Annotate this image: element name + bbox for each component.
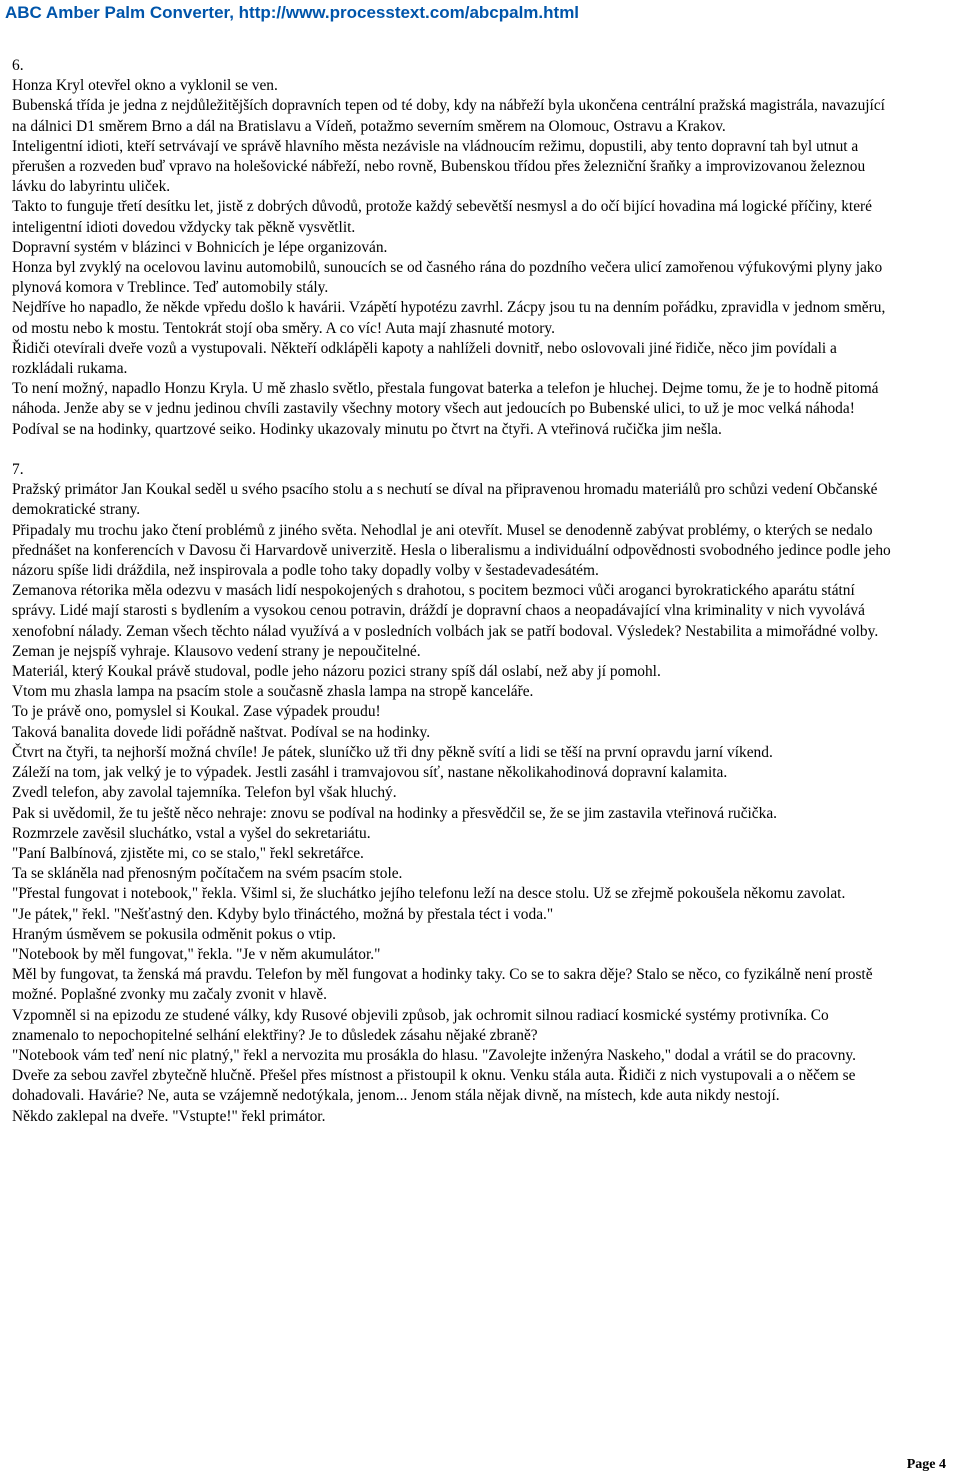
paragraph: "Přestal fungovat i notebook," řekla. Všiml si, že sluchátko jejího telefonu leží na desce stolu. Už se zřejmě pokoušela někomu zavolat. xyxy=(12,885,846,903)
converter-header-title: ABC Amber Palm Converter, http://www.processtext.com/abcpalm.html xyxy=(5,3,580,22)
paragraph: Ta se skláněla nad přenosným počítačem na svém psacím stole. xyxy=(12,865,403,883)
paragraph: Nejdříve ho napadlo, že někde vpředu došlo k havárii. Vzápětí hypotézu zavrhl. Zácpy jsou tu na denním pořádku, zpravidla v jednom směru, od mostu nebo k mostu. Tentokrát stojí oba směry. A co víc! Auta mají zhasnuté motory. xyxy=(12,299,886,337)
paragraph: Vzpomněl si na epizodu ze studené války, kdy Rusové objevili způsob, jak ochromit silnou radiací kosmické systémy protivníka. Co znamenalo to nepochopitelné selhání elektřiny? Je to důsledek zásahu nějaké zbraně? xyxy=(12,1006,829,1044)
paragraph: Měl by fungovat, ta ženská má pravdu. Telefon by měl fungovat a hodinky taky. Co se to sakra děje? Stalo se něco, co fyzikálně není prostě možné. Poplašné zvonky mu začaly zvonit v hlavě. xyxy=(12,966,873,1004)
paragraph: "Notebook by měl fungovat," řekla. "Je v něm akumulátor." xyxy=(12,945,381,963)
paragraph: Čtvrt na čtyři, ta nejhorší možná chvíle! Je pátek, sluníčko už tři dny pěkně svítí a lidi se těší na první opravdu jarní víkend. xyxy=(12,743,773,761)
paragraph: Dopravní systém v blázinci v Bohnicích je lépe organizován. xyxy=(12,238,388,256)
section-number: 7. xyxy=(12,461,24,479)
paragraph: Inteligentní idioti, kteří setrvávají ve správě hlavního města nezávisle na vládnoucím režimu, dopustili, aby tento dopravní tah byl utnut a přerušen a rozveden buď vpravo na holešovické nábřeží, nebo rovně, Bubenskou třídou přes železniční šraňky a improvizovanou železnou lávku do labyrintu uliček. xyxy=(12,137,866,196)
page-number: Page 4 xyxy=(906,1457,946,1472)
paragraph: Materiál, který Koukal právě studoval, podle jeho názoru pozici strany spíš dál oslabí, než aby jí pomohl. xyxy=(12,663,661,681)
paragraph: Takto to funguje třetí desítku let, jistě z dobrých důvodů, protože každý sebevětší nesmysl a do očí bijící hovadina má logické příčiny, které inteligentní idioti dovedou vždycky tak pěkně vysvětlit. xyxy=(12,198,872,236)
paragraph: Zvedl telefon, aby zavolal tajemníka. Telefon byl však hluchý. xyxy=(12,784,397,802)
paragraph: "Notebook vám teď není nic platný," řekl a nervozita mu prosákla do hlasu. "Zavolejte inženýra Naskeho," dodal a vrátil se do pracovny. xyxy=(12,1046,856,1064)
paragraph: Pražský primátor Jan Koukal seděl u svého psacího stolu a s nechutí se díval na připravenou hromadu materiálů pro schůzi vedení Občanské demokratické strany. xyxy=(12,481,878,519)
paragraph: Taková banalita dovede lidi pořádně naštvat. Podíval se na hodinky. xyxy=(12,723,431,741)
paragraph: Vtom mu zhasla lampa na psacím stole a současně zhasla lampa na stropě kanceláře. xyxy=(12,683,534,701)
paragraph: To je právě ono, pomyslel si Koukal. Zase výpadek proudu! xyxy=(12,703,381,721)
paragraph: Připadaly mu trochu jako čtení problémů z jiného světa. Nehodlal je ani otevřít. Musel se denodenně zabývat problémy, o kterých se nedalo přednášet na konferencích v Davosu či Harvardově univerzitě. Hesla o liberalismu a individuální odpovědnosti svobodného jedince podle jeho názoru spíše lidi dráždila, než inspirovala a podle toho taky dopadly volby v šestadevadesátém. xyxy=(12,521,891,580)
section-number: 6. xyxy=(12,57,24,74)
paragraph: Hraným úsměvem se pokusila odměnit pokus o vtip. xyxy=(12,925,337,943)
paragraph: Pak si uvědomil, že tu ještě něco nehraje: znovu se podíval na hodinky a přesvědčil se, že se jim zastavila vteřinová ručička. xyxy=(12,804,778,822)
paragraph: Dveře za sebou zavřel zbytečně hlučně. Přešel přes místnost a přistoupil k oknu. Venku stála auta. Řidiči z nich vystupovali a o něčem se dohadovali. Havárie? Ne, auta se vzájemně nedotýkala, jenom... Jenom stála nějak divně, na místech, kde auta nikdy nestojí. xyxy=(12,1067,856,1105)
section-6 xyxy=(12,56,892,440)
paragraph: Řidiči otevírali dveře vozů a vystupovali. Někteří odklápěli kapoty a nahlíželi dovnitř, nebo oslovovali jiné řidiče, něco jim povídali a rozkládali rukama. xyxy=(12,339,837,378)
paragraph: Bubenská třída je jedna z nejdůležitějších dopravních tepen od té doby, kdy na nábřeží byla ukončena centrální pražská magistrála, navazující na dálnici D1 směrem Brno a dál na Bratislavu a Vídeň, potažmo severním směrem na Olomouc, Ostravu a Krakov. xyxy=(12,97,885,135)
paragraph: Zemanova rétorika měla odezvu v masách lidí nespokojených s drahotou, s pocitem bezmoci vůči aroganci byrokratického aparátu státní správy. Lidé mají starosti s bydlením a vysokou cenou potravin, dráždí je dopravní chaos a neopadávající vlna kriminality v nich vyvolává xenofobní nálady. Zeman všech těchto nálad využívá a v posledních volbách jak se patří bodoval. Výsledek? Nestabilita a mimořádné volby. Zeman je nejspíš vyhraje. Klausovo vedení strany je nepoučitelné. xyxy=(12,582,879,660)
paragraph: Rozmrzele zavěsil sluchátko, vstal a vyšel do sekretariátu. xyxy=(12,824,371,842)
paragraph: Někdo zaklepal na dveře. "Vstupte!" řekl primátor. xyxy=(12,1107,326,1125)
document-body xyxy=(12,56,892,1127)
section-7 xyxy=(12,460,892,1127)
paragraph: Honza Kryl otevřel okno a vyklonil se ven. xyxy=(12,77,278,95)
paragraph: Podíval se na hodinky, quartzové seiko. Hodinky ukazovaly minutu po čtvrt na čtyři. A vteřinová ručička jim nešla. xyxy=(12,420,722,438)
paragraph: Honza byl zvyklý na ocelovou lavinu automobilů, sunoucích se od časného rána do pozdního večera ulicí zamořenou výfukovými plyny jako plynová komora v Treblince. Teď automobily stály. xyxy=(12,259,883,297)
paragraph: To není možný, napadlo Honzu Kryla. U mě zhaslo světlo, přestala fungovat baterka a telefon je hluchej. Dejme tomu, že je to hodně pitomá náhoda. Jenže aby se v jednu jedinou chvíli zastavily všechny motory všech aut jedoucích po Bubenské ulici, to už je moc velká náhoda! xyxy=(12,380,879,418)
paragraph: Záleží na tom, jak velký je to výpadek. Jestli zasáhl i tramvajovou síť, nastane několikahodinová dopravní kalamita. xyxy=(12,764,728,782)
paragraph: "Paní Balbínová, zjistěte mi, co se stalo," řekl sekretářce. xyxy=(12,844,364,862)
paragraph: "Je pátek," řekl. "Nešťastný den. Kdyby bylo třináctého, možná by přestala téct i voda." xyxy=(12,905,554,923)
